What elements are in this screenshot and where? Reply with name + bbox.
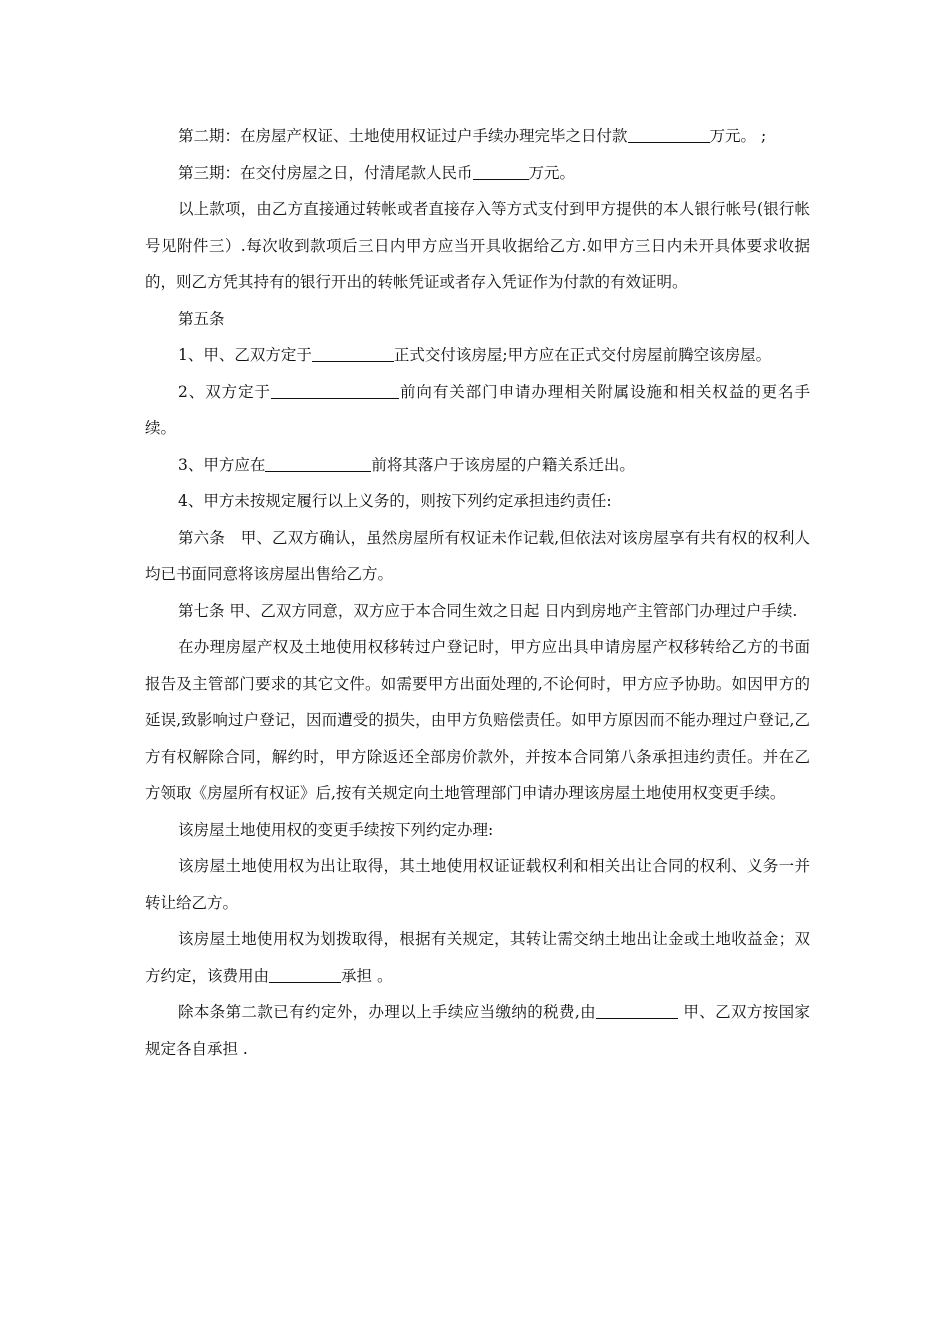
blank-line — [271, 380, 399, 399]
blank-line — [473, 161, 529, 180]
paragraph-household-registration — [145, 447, 810, 484]
blank-line — [269, 964, 341, 983]
paragraph-article-6: 第六条 甲、乙双方确认，虽然房屋所有权证未作记载,但依法对该房屋享有共有权的权利人均已书面同意将该房屋出售给乙方。 — [145, 528, 810, 583]
paragraph-payment-method: 以上款项，由乙方直接通过转帐或者直接存入等方式支付到甲方提供的本人银行帐号(银行帐号见附件三）.每次收到款项后三日内甲方应当开具收据给乙方.如甲方三日内未开具体要求收据的，则乙方凭其持有的银行开出的转帐凭证或者存入凭证作为付款的有效证明。 — [145, 200, 810, 291]
paragraph-text: 3、甲方应在 — [178, 455, 266, 474]
paragraph-text: 该房屋土地使用权为划拨取得，根据有关规定，其转让需交纳土地出让金或土地收益金；双方约定，该费用由 — [145, 930, 810, 985]
paragraph-text: 2、双方定于 — [178, 382, 271, 401]
contract-page — [145, 118, 810, 1067]
paragraph-transfer-registration: 在办理房屋产权及土地使用权移转过户登记时，甲方应出具申请房屋产权移转给乙方的书面报告及主管部门要求的其它文件。如需要甲方出面处理的,不论何时，甲方应予协助。如因甲方的延误,致影响过户登记，因而遭受的损失，由甲方负赔偿责任。如甲方原因而不能办理过户登记,乙方有权解除合同，解约时，甲方除返还全部房价款外，并按本合同第八条承担违约责任。并在乙方领取《房屋所有权证》后,按有关规定向土地管理部门申请办理该房屋土地使用权变更手续。 — [145, 638, 810, 802]
paragraph-text: 前将其落户于该房屋的户籍关系迁出。 — [371, 455, 635, 474]
blank-line — [628, 124, 710, 143]
paragraph-breach-obligation: 4、甲方未按规定履行以上义务的，则按下列约定承担违约责任: — [178, 492, 612, 510]
blank-line — [265, 453, 371, 472]
paragraph-text: 万元。 ; — [709, 127, 767, 145]
paragraph-land-grant: 该房屋土地使用权为出让取得，其土地使用权证证载权利和相关出让合同的权利、义务一并转让给乙方。 — [145, 857, 810, 912]
paragraph-text: 第三期：在交付房屋之日，付清尾款人民币 — [178, 163, 473, 182]
blank-line — [596, 1000, 678, 1019]
paragraph-land-allocation — [145, 921, 810, 994]
paragraph-text: 第二期：在房屋产权证、土地使用权证过户手续办理完毕之日付款 — [178, 127, 628, 145]
paragraph-facility-transfer — [145, 374, 810, 447]
heading-article-5: 第五条 — [178, 309, 225, 328]
paragraph-delivery-date — [145, 337, 810, 374]
paragraph-payment-phase-2 — [145, 118, 810, 155]
blank-line — [312, 343, 394, 362]
paragraph-payment-phase-3 — [145, 155, 810, 192]
paragraph-text: 万元。 — [528, 163, 576, 182]
paragraph-text: 承担 。 — [341, 966, 393, 985]
paragraph-taxes — [145, 994, 810, 1067]
paragraph-text: 1、甲、乙双方定于 — [178, 346, 312, 364]
paragraph-text: 正式交付该房屋;甲方应在正式交付房屋前腾空该房屋。 — [393, 346, 772, 364]
paragraph-text: 除本条第二款已有约定外，办理以上手续应当缴纳的税费,由 — [178, 1003, 597, 1021]
paragraph-article-7: 第七条 甲、乙双方同意，双方应于本合同生效之日起 日内到房地产主管部门办理过户手续. — [178, 601, 798, 620]
paragraph-text: 甲、乙双方按国家规定各自承担 . — [145, 1003, 810, 1058]
paragraph-text: 前向有关部门申请办理相关附属设施和相关权益的更名手续。 — [145, 382, 810, 437]
paragraph-land-use-change: 该房屋土地使用权的变更手续按下列约定办理: — [178, 820, 494, 839]
